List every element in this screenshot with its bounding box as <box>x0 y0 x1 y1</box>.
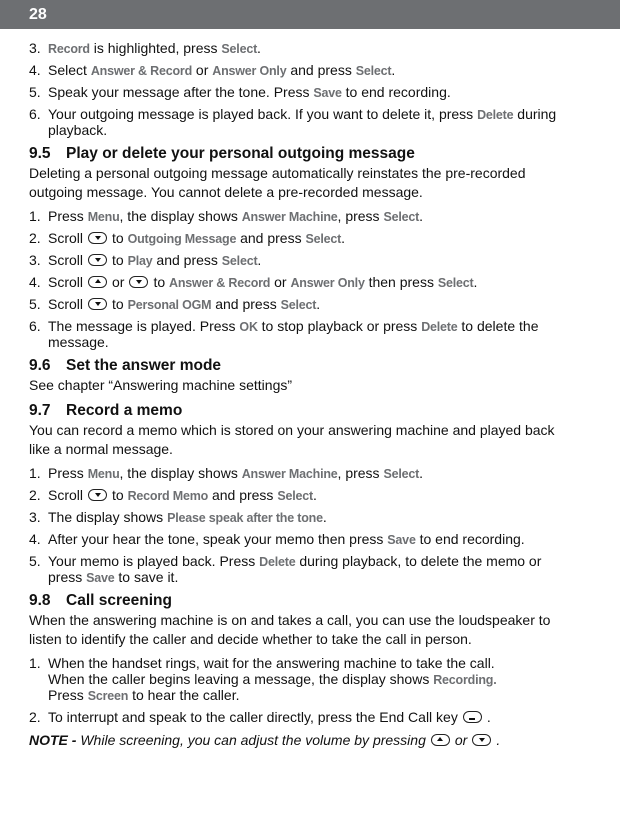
section-heading-9-6: 9.6 Set the answer mode <box>29 357 222 374</box>
document-body <box>29 40 574 750</box>
note: NOTE - While screening, you can adjust the volume by pressing or . <box>29 732 501 748</box>
scroll-up-key-icon <box>431 734 450 746</box>
list-item: 4. After your hear the tone, speak your memo then press Save to end recording. <box>29 531 525 547</box>
list-item: 4. Select Answer & Record or Answer Only and press Select. <box>29 62 396 78</box>
scroll-down-key-icon <box>88 298 107 310</box>
list-item: 1. Press Menu, the display shows Answer Machine, press Select. <box>29 465 423 481</box>
scroll-down-key-icon <box>129 276 148 288</box>
page-header <box>0 0 620 29</box>
list-item: 6. The message is played. Press OK to stop playback or press Delete to delete the message. <box>29 318 539 350</box>
list-item: 3. Scroll to Play and press Select. <box>29 252 262 268</box>
section-paragraph: Deleting a personal outgoing message automatically reinstates the pre-recorded outgoing message. You cannot delete a pre-recorded message. <box>29 165 526 200</box>
list-item: 5. Speak your message after the tone. Press Save to end recording. <box>29 84 451 100</box>
section-paragraph: When the answering machine is on and takes a call, you can use the loudspeaker to listen to identify the caller and decide whether to take the call in person. <box>29 612 551 647</box>
scroll-down-key-icon <box>88 232 107 244</box>
list-item: 2. Scroll to Record Memo and press Select. <box>29 487 317 503</box>
section-heading-9-5: 9.5 Play or delete your personal outgoing message <box>29 145 415 162</box>
list-item: 2. Scroll to Outgoing Message and press Select. <box>29 230 346 246</box>
section-paragraph: See chapter “Answering machine settings” <box>29 377 293 393</box>
page-number: 28 <box>29 6 47 23</box>
scroll-down-key-icon <box>88 489 107 501</box>
list-item: 5. Scroll to Personal OGM and press Select. <box>29 296 321 312</box>
section-heading-9-7: 9.7 Record a memo <box>29 402 183 419</box>
list-item: 3. The display shows Please speak after the tone. <box>29 509 327 525</box>
list-item: 1. When the handset rings, wait for the answering machine to take the call. When the caller begins leaving a message, the display shows Recording. Press Screen to hear the caller. <box>29 655 497 703</box>
end-call-key-icon <box>463 711 482 723</box>
list-item: 2. To interrupt and speak to the caller directly, press the End Call key . <box>29 709 491 725</box>
section-heading-9-8: 9.8 Call screening <box>29 592 172 609</box>
scroll-down-key-icon <box>88 254 107 266</box>
list-item: 5. Your memo is played back. Press Delete during playback, to delete the memo or press Save to save it. <box>29 553 542 585</box>
section-paragraph: You can record a memo which is stored on your answering machine and played back like a normal message. <box>29 422 555 457</box>
list-item: 6. Your outgoing message is played back. If you want to delete it, press Delete during playback. <box>29 106 557 138</box>
list-item: 4. Scroll or to Answer & Record or Answer Only then press Select. <box>29 274 478 290</box>
scroll-up-key-icon <box>88 276 107 288</box>
scroll-down-key-icon <box>472 734 491 746</box>
list-item: 1. Press Menu, the display shows Answer Machine, press Select. <box>29 208 423 224</box>
list-item: 3. Record is highlighted, press Select. <box>29 40 261 56</box>
